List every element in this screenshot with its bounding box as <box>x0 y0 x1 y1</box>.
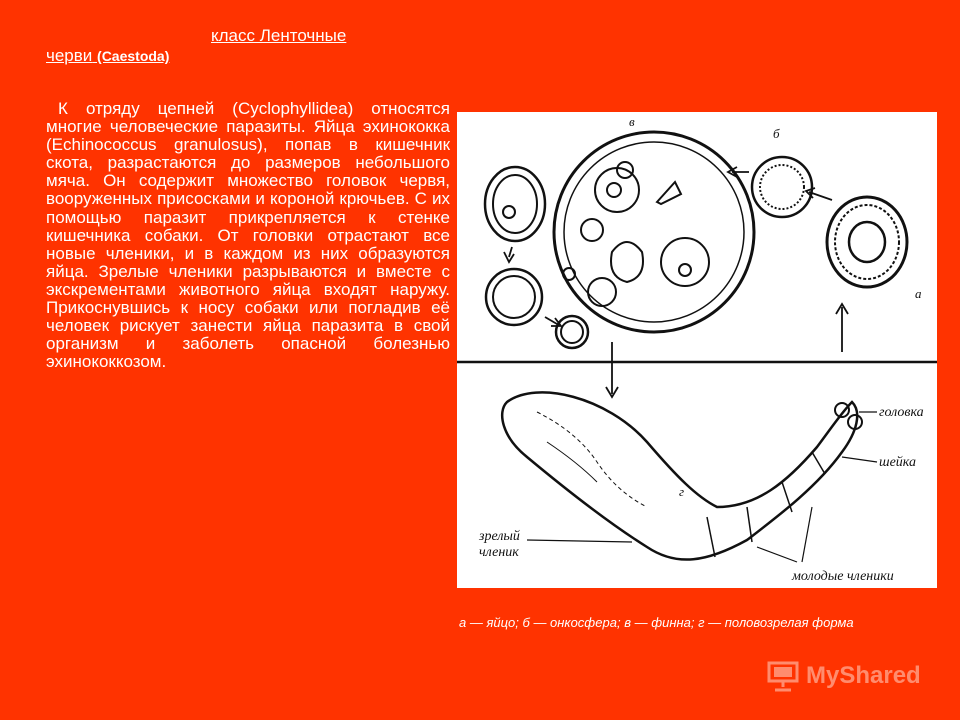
body-paragraph <box>46 100 450 371</box>
letter-g: г <box>679 484 685 499</box>
paragraph-part-2: (Echinococcus granulosus), попав в кишечник скота, разрастаются до размеров небольшого мяча. Он содержит множество головок червя, вооруженных присосками и короной крючьев. С их помощью паразит прикрепляется к стенке кишечника собаки. От головки отрастают все новые членики, и в каждом из них образуются яйца. Зрелые членики разрываются и вместе с экскрементами животного яйца входят наружу. Прикоснувшись к носу собаки или погладив её человек рискует занести яйца паразита в свой организм и заболеть опасной болезнью эхинококкозом. <box>46 135 450 372</box>
label-neck: шейка <box>879 455 916 470</box>
finna-cyst <box>554 132 754 332</box>
slide-title <box>46 26 436 66</box>
paragraph-highlight: эхинококка <box>362 117 450 137</box>
title-line-1: класс Ленточные <box>211 26 347 45</box>
label-mature-1: зрелый <box>479 529 520 544</box>
title-latin: (Caestoda) <box>97 48 170 64</box>
letter-a: а <box>915 286 922 301</box>
label-head: головка <box>879 405 924 420</box>
oncosphere <box>752 157 812 217</box>
paragraph-part-1: К отряду цепней (Cyclophyllidea) относятся многие человеческие паразиты. Яйца <box>46 99 450 137</box>
label-young-segments: молодые членики <box>792 569 894 584</box>
lifecycle-diagram <box>457 112 937 588</box>
title-worms: черви <box>46 46 93 65</box>
adult-worm <box>502 392 862 559</box>
title-line-2 <box>46 46 169 65</box>
logo-text: MyShared <box>806 662 921 689</box>
label-mature-2: членик <box>479 545 519 560</box>
letter-b: б <box>773 126 780 141</box>
presentation-board-icon <box>766 659 800 693</box>
egg <box>827 197 907 287</box>
figure-caption: а — яйцо; б — онкосфера; в — финна; г — половозрелая форма <box>459 615 854 630</box>
myshared-logo <box>766 658 936 694</box>
label-leaders <box>527 412 877 562</box>
letter-v: в <box>629 114 635 129</box>
echinococcus-lifecycle-figure <box>457 112 937 588</box>
